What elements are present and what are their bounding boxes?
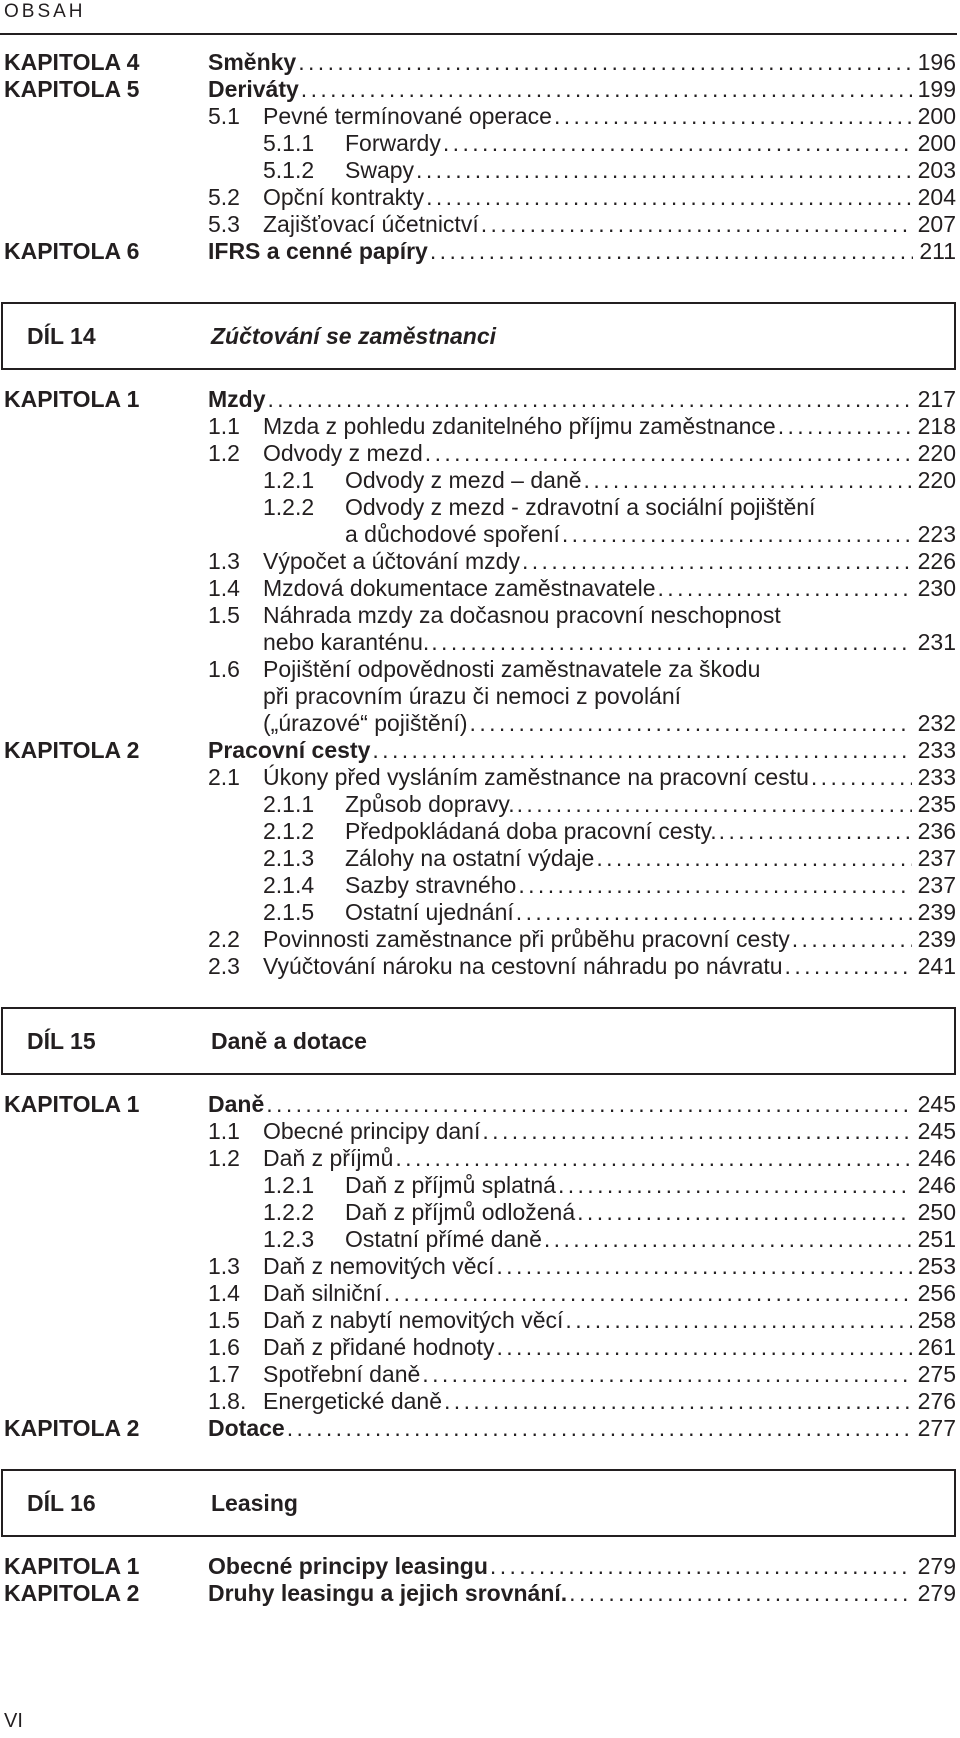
toc-entry-title: Druhy leasingu a jejich srovnání. (208, 1580, 568, 1606)
toc-entry-number: 1.5 (208, 602, 240, 628)
toc-entry-number: 1.3 (208, 548, 240, 574)
toc-entry-page: 217 (917, 386, 956, 412)
toc-entry-page: 233 (917, 764, 956, 790)
toc-entry-number: 2.1.1 (263, 791, 315, 817)
toc-entry-page: 256 (917, 1280, 956, 1306)
toc-entry-page: 277 (917, 1415, 956, 1441)
toc-entry-number: 1.6 (208, 1334, 240, 1360)
toc-entry[interactable] (208, 48, 956, 76)
toc-entry-page: 253 (917, 1253, 956, 1279)
section-header: OBSAH (4, 1, 86, 22)
toc-entry-page: 245 (917, 1118, 956, 1144)
chapter-label: KAPITOLA 1 (4, 1553, 140, 1579)
toc-entry-title: Odvody z mezd - zdravotní a sociální pojištění (345, 494, 816, 520)
toc-entry[interactable] (208, 1552, 956, 1580)
toc-entry-page: 279 (917, 1580, 956, 1606)
toc-entry-page: 239 (917, 899, 956, 925)
toc-entry-number: 5.1.2 (263, 157, 315, 183)
toc-entry-page: 261 (917, 1334, 956, 1360)
toc-entry[interactable] (208, 1252, 956, 1280)
toc-entry[interactable] (208, 75, 956, 103)
toc-entry[interactable] (208, 412, 956, 440)
chapter-label: KAPITOLA 6 (4, 238, 140, 264)
toc-entry-title: Zálohy na ostatní výdaje (345, 845, 595, 871)
toc-entry-title: Ostatní přímé daně (345, 1226, 542, 1252)
page-number: VI (4, 1710, 23, 1732)
toc-entry-number: 1.2 (208, 440, 240, 466)
toc-entry-title: Energetické daně (263, 1388, 443, 1414)
toc-entry-number: 1.2.3 (263, 1226, 315, 1252)
toc-entry[interactable] (208, 574, 956, 602)
toc-entry[interactable] (208, 547, 956, 575)
toc-entry-title: Daň z příjmů splatná (345, 1172, 556, 1198)
toc-entry-page: 279 (917, 1553, 956, 1579)
toc-entry-title-continuation: („úrazové“ pojištění) (263, 710, 468, 736)
toc-entry[interactable] (263, 817, 956, 845)
toc-entry-title: Opční kontrakty (263, 184, 425, 210)
toc-entry[interactable] (263, 871, 956, 899)
toc-entry[interactable] (208, 1306, 956, 1334)
toc-entry-number: 1.2.1 (263, 467, 315, 493)
toc-entry-number: 1.5 (208, 1307, 240, 1333)
part-number: DÍL 14 (27, 323, 96, 349)
toc-entry-page: 246 (917, 1172, 956, 1198)
toc-entry-number: 2.1.3 (263, 845, 315, 871)
toc-entry[interactable] (208, 925, 956, 953)
toc-entry[interactable] (263, 898, 956, 926)
part-title: Leasing (211, 1490, 298, 1516)
toc-entry-title-continuation: nebo karanténu. (263, 629, 430, 655)
toc-entry-page: 246 (917, 1145, 956, 1171)
toc-entry-number: 1.2.2 (263, 494, 315, 520)
toc-entry-title: Vyúčtování nároku na cestovní náhradu po návratu (263, 953, 783, 979)
toc-entry[interactable] (208, 601, 781, 629)
part-box (1, 1469, 956, 1537)
toc-entry-page: 275 (917, 1361, 956, 1387)
toc-entry-page: 199 (917, 76, 956, 102)
toc-entry[interactable] (208, 385, 956, 413)
toc-entry-continuation[interactable] (263, 628, 956, 656)
toc-entry-title-continuation: a důchodové spoření (345, 521, 560, 547)
toc-entry-page: 220 (917, 467, 956, 493)
toc-entry-page: 223 (917, 521, 956, 547)
chapter-label: KAPITOLA 2 (4, 1415, 140, 1441)
toc-entry-page: 211 (919, 238, 956, 264)
toc-entry-page: 196 (917, 49, 956, 75)
toc-entry[interactable] (208, 1414, 956, 1442)
toc-entry-page: 250 (917, 1199, 956, 1225)
toc-entry-number: 5.3 (208, 211, 240, 237)
toc-entry[interactable] (208, 1117, 956, 1145)
toc-entry-title: IFRS a cenné papíry (208, 238, 428, 264)
part-title: Zúčtování se zaměstnanci (211, 323, 497, 349)
toc-entry-page: 276 (917, 1388, 956, 1414)
part-box (1, 1007, 956, 1075)
toc-entry-title: Daň z nemovitých věcí (263, 1253, 495, 1279)
toc-entry-page: 236 (917, 818, 956, 844)
toc-entry-continuation[interactable] (345, 520, 956, 548)
toc-entry-title: Obecné principy leasingu (208, 1553, 488, 1579)
toc-entry-title: Pevné termínované operace (263, 103, 552, 129)
toc-entry-title-continuation: při pracovním úrazu či nemoci z povolání (263, 683, 682, 709)
toc-entry[interactable] (263, 1198, 956, 1226)
toc-entry[interactable] (208, 1279, 956, 1307)
toc-entry-title: Směnky (208, 49, 297, 75)
part-number: DÍL 15 (27, 1028, 96, 1054)
toc-entry-title: Náhrada mzdy za dočasnou pracovní neschopnost (263, 602, 781, 628)
toc-entry-title: Mzdy (208, 386, 266, 412)
toc-entry[interactable] (263, 129, 956, 157)
toc-entry-title: Mzda z pohledu zdanitelného příjmu zaměstnance (263, 413, 776, 439)
toc-entry-title: Deriváty (208, 76, 299, 102)
toc-entry-title: Pracovní cesty (208, 737, 371, 763)
toc-entry[interactable] (263, 156, 956, 184)
toc-entry[interactable] (263, 466, 956, 494)
header-rule (0, 33, 957, 35)
toc-entry-page: 251 (917, 1226, 956, 1252)
toc-entry-number: 5.1.1 (263, 130, 315, 156)
toc-entry-title: Daň silniční (263, 1280, 382, 1306)
toc-entry-continuation[interactable] (263, 709, 956, 737)
toc-entry-title: Spotřební daně (263, 1361, 421, 1387)
toc-entry-number: 1.2.2 (263, 1199, 315, 1225)
toc-entry-number: 1.1 (208, 413, 240, 439)
toc-entry-title: Daň z nabytí nemovitých věcí (263, 1307, 564, 1333)
chapter-label: KAPITOLA 5 (4, 76, 140, 102)
toc-entry-number: 1.1 (208, 1118, 240, 1144)
toc-entry[interactable] (208, 210, 956, 238)
chapter-label: KAPITOLA 2 (4, 737, 140, 763)
toc-entry-page: 233 (917, 737, 956, 763)
toc-entry-page: 237 (917, 872, 956, 898)
toc-entry-title: Zajišťovací účetnictví (263, 211, 479, 237)
toc-entry-number: 1.2.1 (263, 1172, 315, 1198)
toc-entry[interactable] (208, 183, 956, 211)
toc-entry-number: 1.6 (208, 656, 240, 682)
toc-entry-number: 1.7 (208, 1361, 240, 1387)
part-number: DÍL 16 (27, 1490, 96, 1516)
chapter-label: KAPITOLA 4 (4, 49, 140, 75)
toc-entry-page: 203 (917, 157, 956, 183)
toc-entry-page: 235 (917, 791, 956, 817)
toc-entry[interactable] (208, 1333, 956, 1361)
toc-entry-title: Odvody z mezd – daně (345, 467, 582, 493)
toc-entry-title: Swapy (345, 157, 415, 183)
toc-entry[interactable] (208, 952, 956, 980)
toc-entry-title: Pojištění odpovědnosti zaměstnavatele za škodu (263, 656, 761, 682)
toc-entry-number: 2.1.4 (263, 872, 315, 898)
toc-entry[interactable] (208, 1360, 956, 1388)
toc-entry-title: Sazby stravného (345, 872, 517, 898)
toc-entry[interactable] (263, 1171, 956, 1199)
toc-entry-number: 1.4 (208, 1280, 240, 1306)
toc-entry-number: 2.3 (208, 953, 240, 979)
chapter-label: KAPITOLA 1 (4, 386, 140, 412)
toc-entry[interactable] (263, 1225, 956, 1253)
toc-entry-page: 231 (917, 629, 956, 655)
toc-entry-title: Výpočet a účtování mzdy (263, 548, 520, 574)
toc-entry-title: Forwardy (345, 130, 441, 156)
part-box (1, 302, 956, 370)
toc-entry-title: Předpokládaná doba pracovní cesty. (345, 818, 717, 844)
toc-entry-title: Způsob dopravy. (345, 791, 515, 817)
toc-entry-number: 2.2 (208, 926, 240, 952)
chapter-label: KAPITOLA 2 (4, 1580, 140, 1606)
toc-entry-page: 241 (917, 953, 956, 979)
toc-entry-page: 204 (917, 184, 956, 210)
toc-entry-title: Daň z přidané hodnoty (263, 1334, 495, 1360)
toc-entry-title: Ostatní ujednání (345, 899, 514, 925)
toc-entry-title: Úkony před vysláním zaměstnance na pracovní cestu (263, 764, 809, 790)
toc-entry-page: 200 (917, 103, 956, 129)
toc-entry[interactable] (208, 1579, 956, 1607)
toc-entry-number: 1.8. (208, 1388, 247, 1414)
toc-entry[interactable] (208, 763, 956, 791)
toc-entry-number: 1.4 (208, 575, 240, 601)
toc-entry-page: 232 (917, 710, 956, 736)
toc-entry[interactable] (208, 655, 760, 683)
part-title: Daně a dotace (211, 1028, 367, 1054)
toc-entry-page: 207 (917, 211, 956, 237)
toc-entry[interactable] (208, 1144, 956, 1172)
toc-entry[interactable] (263, 844, 956, 872)
chapter-label: KAPITOLA 1 (4, 1091, 140, 1117)
toc-entry-number: 2.1.5 (263, 899, 315, 925)
toc-entry-page: 230 (917, 575, 956, 601)
toc-entry-page: 239 (917, 926, 956, 952)
toc-entry-number: 5.2 (208, 184, 240, 210)
toc-entry-number: 5.1 (208, 103, 240, 129)
toc-entry-number: 1.3 (208, 1253, 240, 1279)
toc-entry-number: 2.1 (208, 764, 240, 790)
toc-entry[interactable] (263, 493, 815, 521)
toc-entry[interactable] (208, 439, 956, 467)
toc-entry[interactable] (208, 1387, 956, 1415)
toc-entry-title: Mzdová dokumentace zaměstnavatele (263, 575, 656, 601)
toc-entry[interactable] (208, 237, 956, 265)
toc-entry-title: Povinnosti zaměstnance při průběhu pracovní cesty (263, 926, 790, 952)
toc-entry[interactable] (208, 102, 956, 130)
toc-entry-page: 220 (917, 440, 956, 466)
toc-entry-page: 258 (917, 1307, 956, 1333)
toc-entry-title: Daň z příjmů (263, 1145, 394, 1171)
toc-entry-number: 1.2 (208, 1145, 240, 1171)
toc-entry[interactable] (263, 790, 956, 818)
toc-entry-title: Obecné principy daní (263, 1118, 481, 1144)
toc-entry-title: Daň z příjmů odložená (345, 1199, 576, 1225)
toc-entry-page: 218 (917, 413, 956, 439)
toc-entry-page: 226 (917, 548, 956, 574)
toc-entry-page: 237 (917, 845, 956, 871)
toc-entry-number: 2.1.2 (263, 818, 315, 844)
toc-entry-page: 200 (917, 130, 956, 156)
toc-entry-title: Daně (208, 1091, 265, 1117)
toc-entry-continuation (263, 682, 681, 710)
toc-entry[interactable] (208, 736, 956, 764)
toc-entry-page: 245 (917, 1091, 956, 1117)
toc-entry[interactable] (208, 1090, 956, 1118)
toc-entry-title: Dotace (208, 1415, 285, 1441)
toc-entry-title: Odvody z mezd (263, 440, 423, 466)
